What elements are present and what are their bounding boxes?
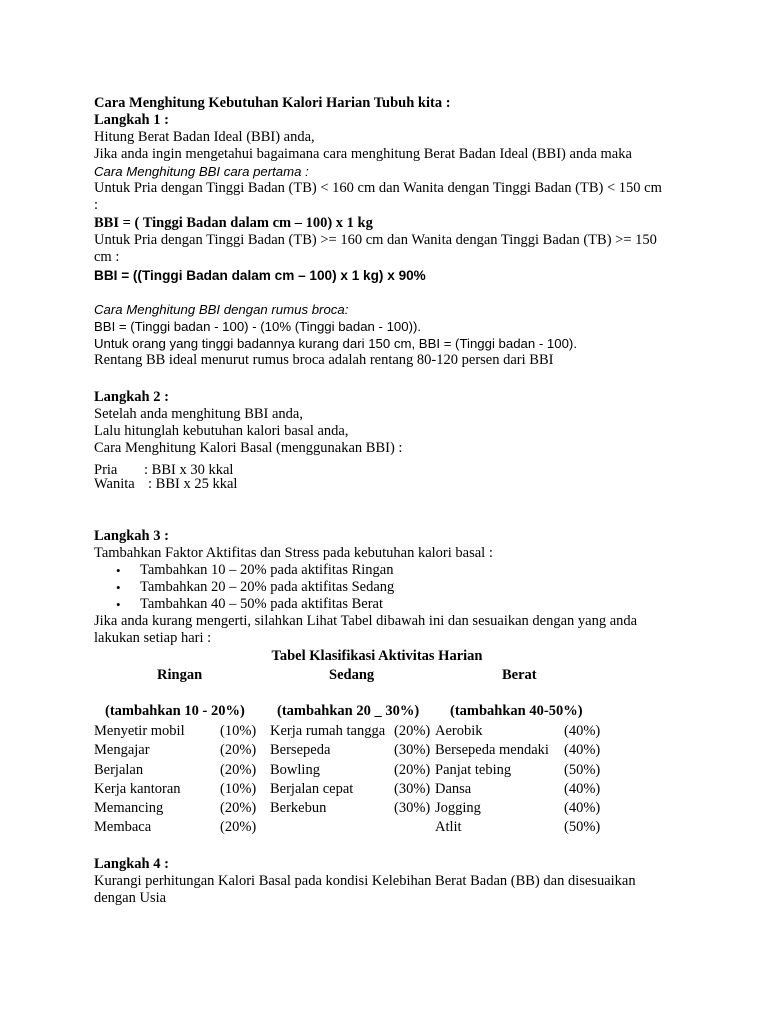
table-cell: (50%) [564, 819, 601, 836]
table-row [94, 819, 668, 838]
table-header [94, 665, 668, 703]
table-cell: Menyetir mobil [94, 723, 185, 739]
table-cell: (10%) [220, 723, 257, 739]
step1-text: Jika anda ingin mengetahui bagaimana cara menghitung Berat Badan Ideal (BBI) anda maka [94, 146, 632, 162]
table-cell: Membaca [94, 819, 152, 836]
table-cell: (20%) [220, 742, 257, 759]
table-row [94, 781, 668, 800]
list-item: • Tambahkan 10 – 20% pada aktifitas Ringan [140, 562, 668, 579]
step4-text: Kurangi perhitungan Kalori Basal pada kondisi Kelebihan Berat Badan (BB) dan disesuaikan dengan Usia [94, 872, 636, 906]
step1-condition: Untuk Pria dengan Tinggi Badan (TB) < 160 cm dan Wanita dengan Tinggi Badan (TB) < 150 cm : [94, 180, 662, 213]
table-title: Tabel Klasifikasi Aktivitas Harian [271, 648, 483, 664]
broca-formula: BBI = (Tinggi badan - 100) - (10% (Tinggi badan - 100)). [94, 319, 422, 334]
table-cell: Atlit [435, 819, 462, 836]
list-item: • Tambahkan 40 – 50% pada aktifitas Berat [140, 596, 668, 613]
bbi-formula-1: BBI = ( Tinggi Badan dalam cm – 100) x 1 kg [94, 215, 373, 231]
step1-method-heading: Cara Menghitung BBI cara pertama : [94, 164, 309, 179]
wanita-label: Wanita [94, 476, 135, 492]
document-title: Cara Menghitung Kebutuhan Kalori Harian Tubuh kita : [94, 95, 451, 111]
subheader-berat: (tambahkan 40-50%) [450, 703, 583, 719]
table-cell: Panjat tebing [435, 761, 512, 778]
table-cell: Mengajar [94, 742, 150, 759]
wanita-value: : BBI x 25 kkal [148, 476, 238, 492]
table-cell: Jogging [435, 800, 481, 817]
bbi-formula-2: BBI = ((Tinggi Badan dalam cm – 100) x 1 kg) x 90% [94, 268, 426, 283]
table-cell: (20%) [394, 723, 431, 739]
step2-text: Setelah anda menghitung BBI anda, [94, 406, 303, 422]
table-cell: Kerja rumah tangga [270, 723, 386, 739]
step4-heading: Langkah 4 : [94, 855, 169, 872]
step2-heading: Langkah 2 : [94, 389, 169, 405]
list-item: • Tambahkan 20 – 20% pada aktifitas Sedang [140, 579, 668, 596]
table-cell: (20%) [394, 761, 431, 778]
step3-heading: Langkah 3 : [94, 528, 169, 544]
step1-condition: Untuk Pria dengan Tinggi Badan (TB) >= 160 cm dan Wanita dengan Tinggi Badan (TB) >= 150 cm : [94, 232, 657, 265]
table-cell: Bowling [270, 761, 320, 778]
broca-range: Rentang BB ideal menurut rumus broca adalah rentang 80-120 persen dari BBI [94, 352, 554, 368]
header-berat: Berat [502, 667, 537, 683]
table-cell: Berjalan [94, 761, 144, 778]
step3-note: Jika anda kurang mengerti, silahkan Lihat Tabel dibawah ini dan sesuaikan dengan yang anda lakukan setiap hari : [94, 613, 638, 646]
step1-text: Hitung Berat Badan Ideal (BBI) anda, [94, 129, 315, 145]
pria-label: Pria [94, 462, 118, 478]
table-cell: Bersepeda mendaki [435, 742, 549, 759]
table-cell: Berkebun [270, 800, 327, 817]
table-cell: (10%) [220, 780, 257, 797]
step1-heading: Langkah 1 : [94, 112, 169, 128]
kalori-basal-wanita [94, 477, 668, 491]
table-cell: (20%) [220, 800, 257, 817]
subheader-sedang: (tambahkan 20 _ 30%) [277, 703, 420, 719]
table-cell: Bersepeda [270, 742, 331, 759]
broca-note: Untuk orang yang tinggi badannya kurang dari 150 cm, BBI = (Tinggi badan - 100). [94, 336, 577, 351]
table-row [94, 742, 668, 761]
broca-heading: Cara Menghitung BBI dengan rumus broca: [94, 302, 349, 317]
table-cell: (40%) [564, 723, 601, 739]
table-cell: Memancing [94, 800, 164, 817]
step2-text: Cara Menghitung Kalori Basal (menggunakan BBI) : [94, 440, 403, 456]
table-cell: Aerobik [435, 723, 483, 739]
table-cell: Dansa [435, 780, 472, 797]
table-cell: Kerja kantoran [94, 780, 181, 797]
table-row [94, 762, 668, 781]
header-ringan: Ringan [157, 667, 203, 683]
table-cell: (30%) [394, 800, 431, 817]
table-cell: (40%) [564, 742, 601, 759]
activity-factor-list [94, 562, 668, 613]
table-subheader [94, 703, 668, 723]
kalori-basal-pria [94, 463, 668, 477]
table-cell: (40%) [564, 800, 601, 817]
table-cell: (30%) [394, 780, 431, 797]
table-cell: Berjalan cepat [270, 780, 354, 797]
table-cell: (20%) [220, 819, 257, 836]
step3-text: Tambahkan Faktor Aktifitas dan Stress pada kebutuhan kalori basal : [94, 545, 493, 561]
table-row [94, 800, 668, 819]
pria-value: : BBI x 30 kkal [144, 462, 234, 478]
subheader-ringan: (tambahkan 10 - 20%) [105, 703, 245, 719]
table-cell: (30%) [394, 742, 431, 759]
table-cell: (40%) [564, 780, 601, 797]
table-cell: (50%) [564, 761, 601, 778]
table-row [94, 723, 668, 742]
header-sedang: Sedang [329, 667, 375, 683]
step2-text: Lalu hitunglah kebutuhan kalori basal anda, [94, 423, 349, 439]
table-cell: (20%) [220, 761, 257, 778]
